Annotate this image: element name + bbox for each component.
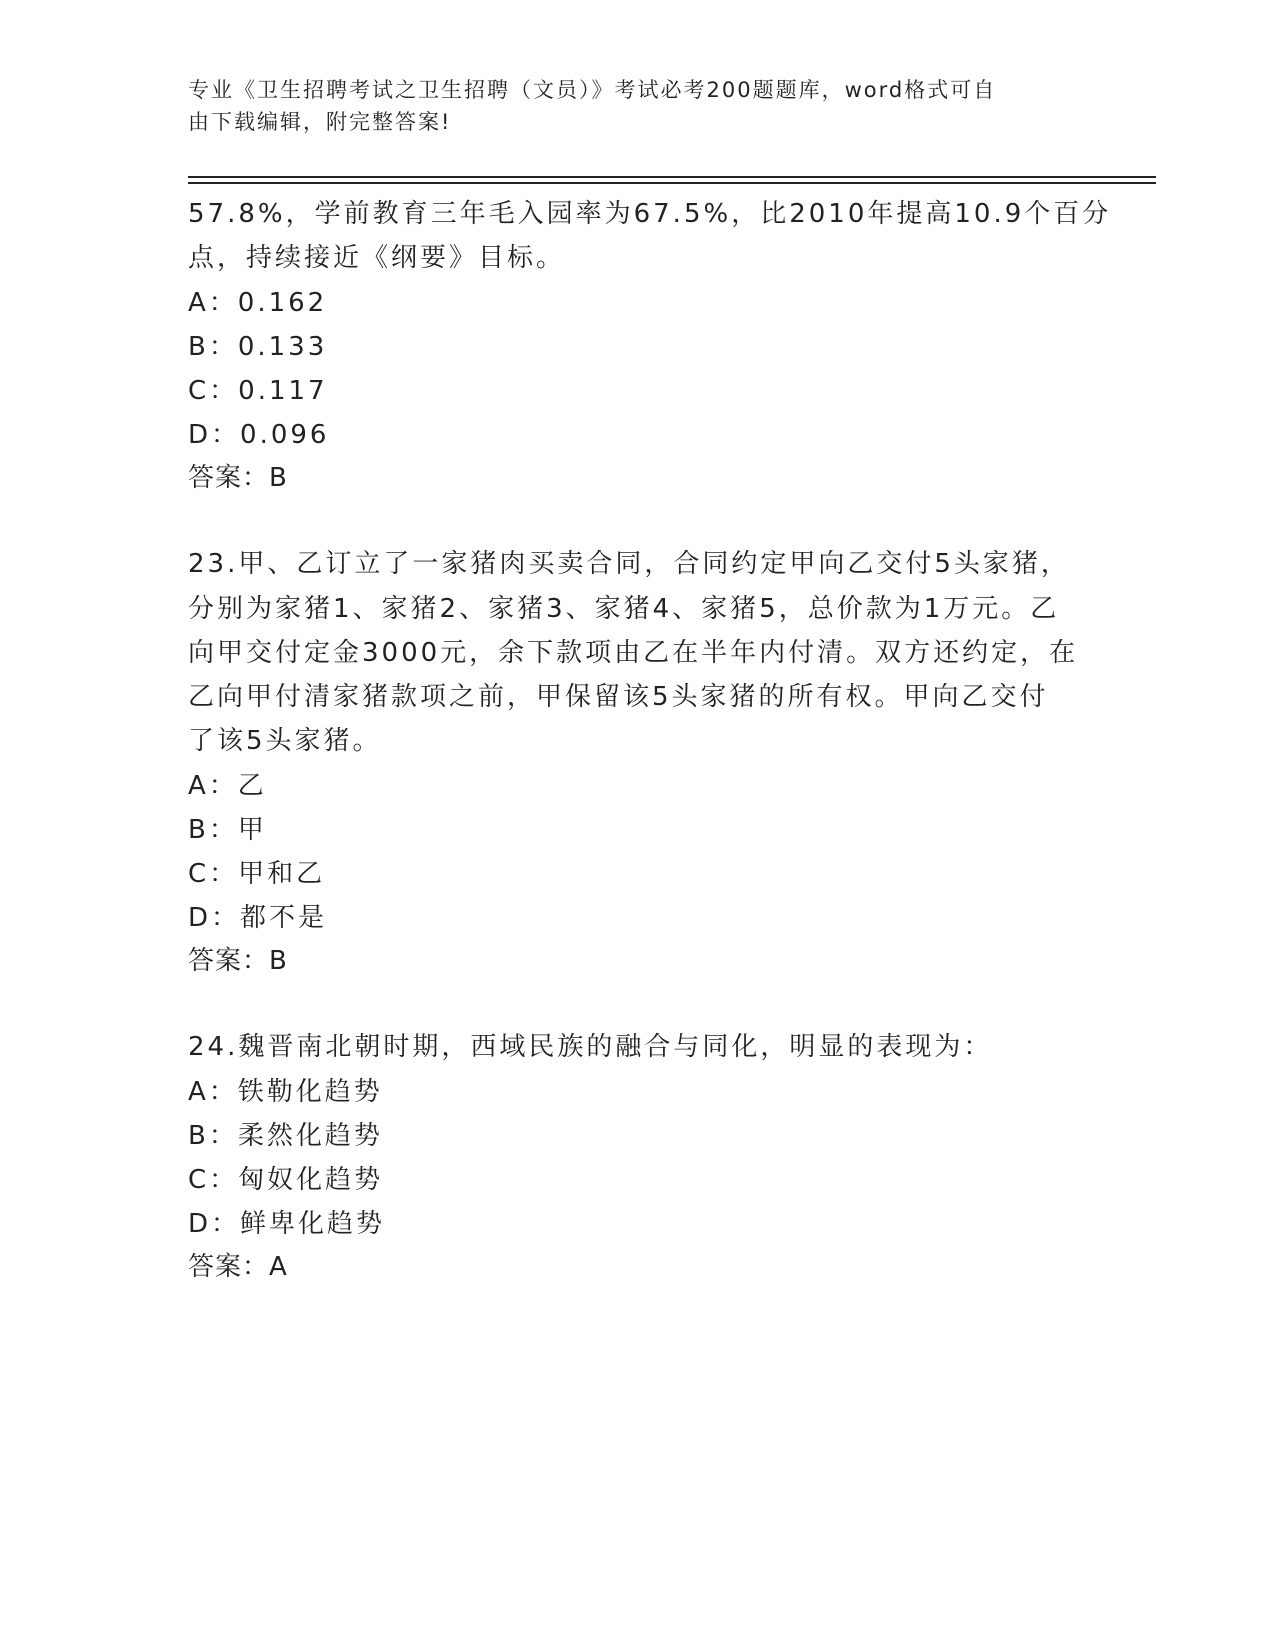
option-c: C：0.117 (188, 376, 328, 406)
question-stem-line: 24.魏晋南北朝时期，西域民族的融合与同化，明显的表现为： (188, 1032, 993, 1062)
option-a: A：铁勒化趋势 (188, 1077, 383, 1107)
question-stem-line: 乙向甲付清家猪款项之前，甲保留该5头家猪的所有权。甲向乙交付 (188, 682, 1049, 712)
option-b: B：0.133 (188, 332, 328, 362)
option-a: A：乙 (188, 771, 267, 801)
document-header (188, 74, 1088, 138)
option-c: C：匈奴化趋势 (188, 1165, 384, 1195)
option-c: C：甲和乙 (188, 859, 326, 889)
option-d: D：0.096 (188, 420, 330, 450)
question-stem-line: 分别为家猪1、家猪2、家猪3、家猪4、家猪5，总价款为1万元。乙 (188, 594, 1060, 624)
option-b: B：柔然化趋势 (188, 1121, 383, 1151)
question-stem-line: 23.甲、乙订立了一家猪肉买卖合同，合同约定甲向乙交付5头家猪， (188, 549, 1070, 579)
question-stem-line: 向甲交付定金3000元，余下款项由乙在半年内付清。双方还约定，在 (188, 638, 1079, 668)
option-d: D：都不是 (188, 903, 328, 933)
header-line-1: 专业《卫生招聘考试之卫生招聘（文员）》考试必考200题题库，word格式可自 (188, 78, 997, 102)
header-divider-bottom (188, 182, 1156, 184)
answer-line: 答案：A (188, 1252, 288, 1282)
header-divider-top (188, 176, 1156, 178)
option-b: B：甲 (188, 815, 267, 845)
answer-line: 答案：B (188, 946, 288, 976)
option-a: A：0.162 (188, 288, 328, 318)
answer-line: 答案：B (188, 463, 288, 493)
question-stem-line: 点，持续接近《纲要》目标。 (188, 243, 566, 273)
header-line-2: 由下载编辑，附完整答案! (188, 110, 452, 134)
question-stem-line: 了该5头家猪。 (188, 726, 382, 756)
question-stem-line: 57.8%，学前教育三年毛入园率为67.5%，比2010年提高10.9个百分 (188, 199, 1112, 229)
option-d: D：鲜卑化趋势 (188, 1209, 386, 1239)
